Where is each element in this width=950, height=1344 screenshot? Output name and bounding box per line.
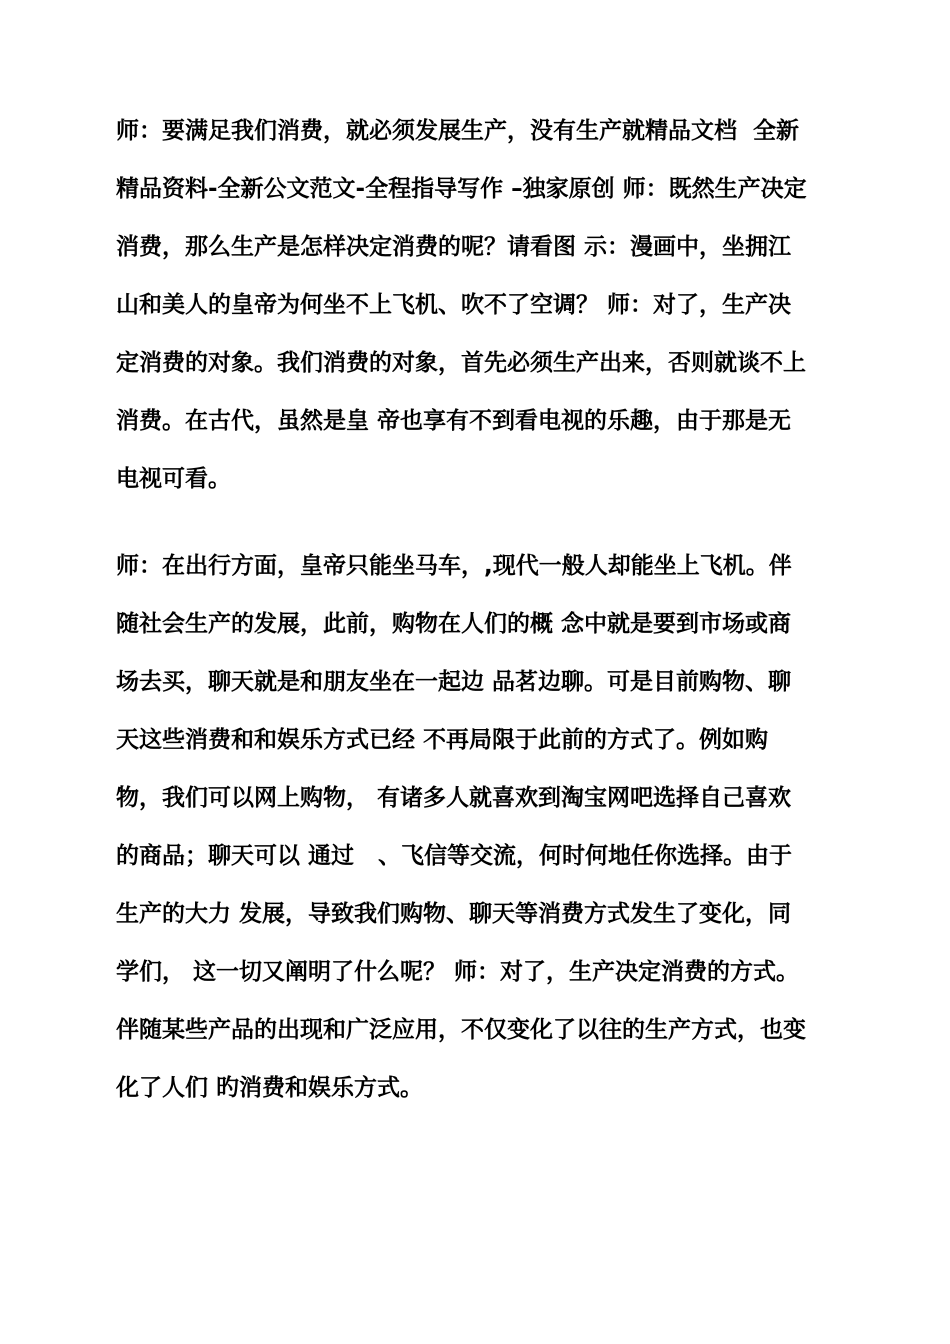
text-line: 师：在出行方面，皇帝只能坐马车，,现代一般人却能坐上飞机。伴 (116, 553, 792, 579)
text-line: 生产的大力 发展，导致我们购物、聊天等消费方式发生了变化，同 (116, 901, 792, 927)
text-line: 随社会生产的发展，此前，购物在人们的概 念中就是要到市场或商 (116, 611, 792, 637)
text-line: 山和美人的皇帝为何坐不上飞机、吹不了空调？ 师：对了，生产决 (116, 292, 792, 318)
text-line: 学们， 这一切又阐明了什么呢？ 师：对了，生产决定消费的方式。 (116, 959, 800, 985)
text-line: 伴随某些产品的出现和广泛应用，不仅变化了以往的生产方式，也变 (116, 1017, 806, 1043)
text-line: 天这些消费和和娱乐方式已经 不再局限于此前的方式了。例如购 (116, 727, 769, 753)
text-line: 精品资料-全新公文范文-全程指导写作 –独家原创 师：既然生产决定 (116, 176, 807, 202)
text-line: 化了人们 旳消费和娱乐方式。 (116, 1075, 424, 1101)
text-line: 定消费的对象。我们消费的对象，首先必须生产出来，否则就谈不上 (116, 350, 806, 376)
paragraph-2 (116, 544, 846, 1124)
paragraph-1 (116, 109, 846, 515)
text-line: 场去买，聊天就是和朋友坐在一起边 品茗边聊。可是目前购物、聊 (116, 669, 792, 695)
text-line: 的商品；聊天可以 通过 、飞信等交流，何时何地任你选择。由于 (116, 843, 793, 869)
text-line: 消费。在古代，虽然是皇 帝也享有不到看电视的乐趣，由于那是无 (116, 408, 792, 434)
text-line: 电视可看。 (116, 466, 231, 492)
text-line: 物，我们可以网上购物， 有诸多人就喜欢到淘宝网吧选择自己喜欢 (116, 785, 792, 811)
text-line: 消费，那么生产是怎样决定消费的呢？请看图 示：漫画中，坐拥江 (116, 234, 792, 260)
text-line: 师：要满足我们消费，就必须发展生产，没有生产就精品文档 全新 (116, 118, 800, 144)
